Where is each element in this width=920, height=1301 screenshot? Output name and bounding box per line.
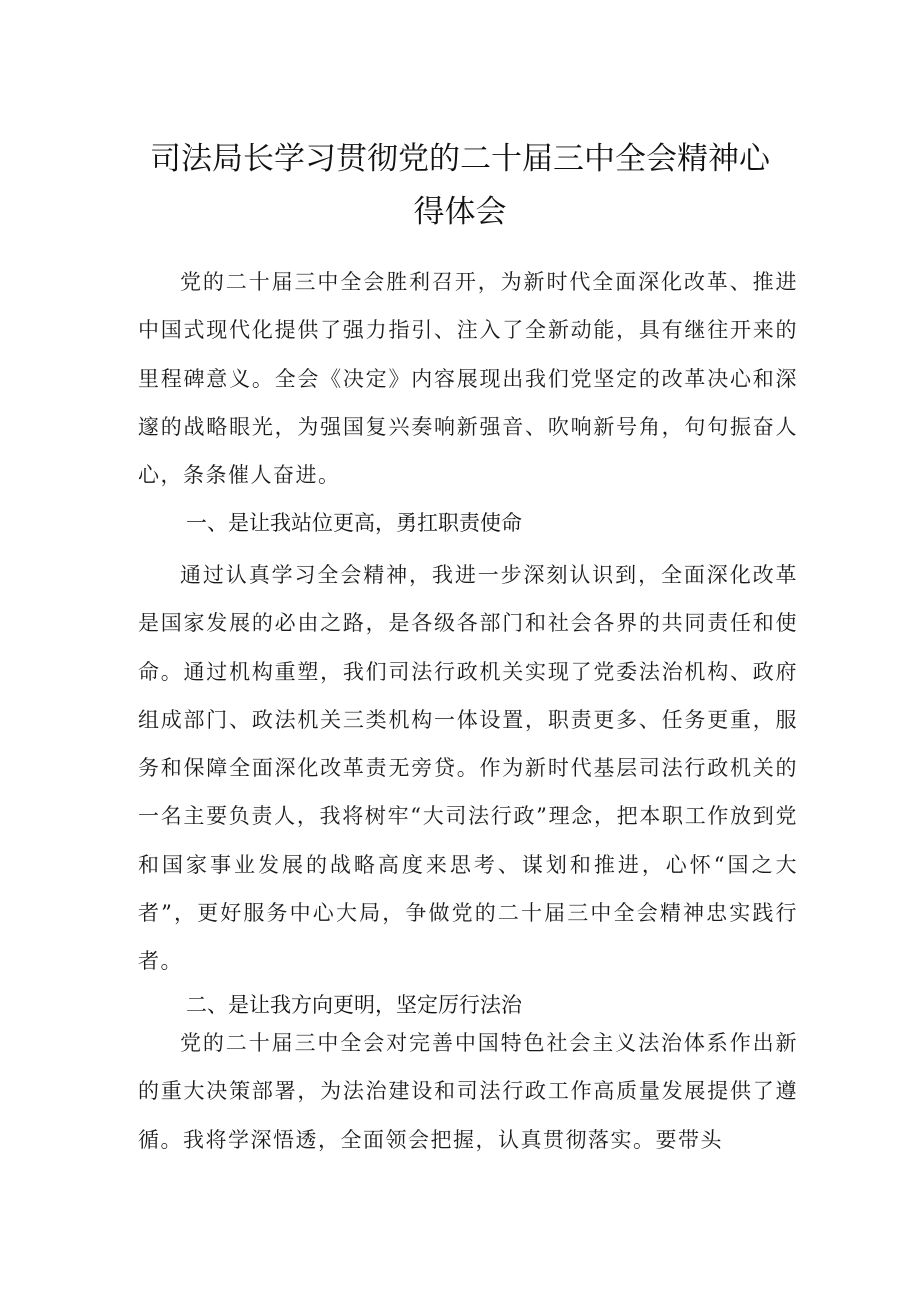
document-title-line-1: 司法局长学习贯彻党的二十届三中全会精神心 bbox=[150, 141, 770, 177]
document-title-line-2: 得体会 bbox=[413, 194, 507, 230]
section-heading-1: 一、是让我站位更高，勇扛职责使命 bbox=[186, 511, 522, 535]
paragraph-intro: 党的二十届三中全会胜利召开，为新时代全面深化改革、推进中国式现代化提供了强力指引、注入了全新动能，具有继往开来的里程碑意义。全会《决定》内容展现出我们党坚定的改革决心和深邃的战略眼光，为强国复兴奏响新强音、吹响新号角，句句振奋人心，条条催人奋进。 bbox=[138, 270, 798, 488]
paragraph-section-2: 党的二十届三中全会对完善中国特色社会主义法治体系作出新的重大决策部署，为法治建设和司法行政工作高质量发展提供了遵循。我将学深悟透，全面领会把握，认真贯彻落实。要带头 bbox=[138, 1031, 798, 1152]
paragraph-section-1: 通过认真学习全会精神，我进一步深刻认识到，全面深化改革是国家发展的必由之路，是各级各部门和社会各界的共同责任和使命。通过机构重塑，我们司法行政机关实现了党委法治机构、政府组成部门、政法机关三类机构一体设置，职责更多、任务更重，服务和保障全面深化改革责无旁贷。作为新时代基层司法行政机关的一名主要负责人，我将树牢“大司法行政”理念，把本职工作放到党和国家事业发展的战略高度来思考、谋划和推进，心怀“国之大者”，更好服务中心大局，争做党的二十届三中全会精神忠实践行者。 bbox=[138, 563, 798, 974]
section-heading-2: 二、是让我方向更明，坚定厉行法治 bbox=[186, 993, 522, 1017]
